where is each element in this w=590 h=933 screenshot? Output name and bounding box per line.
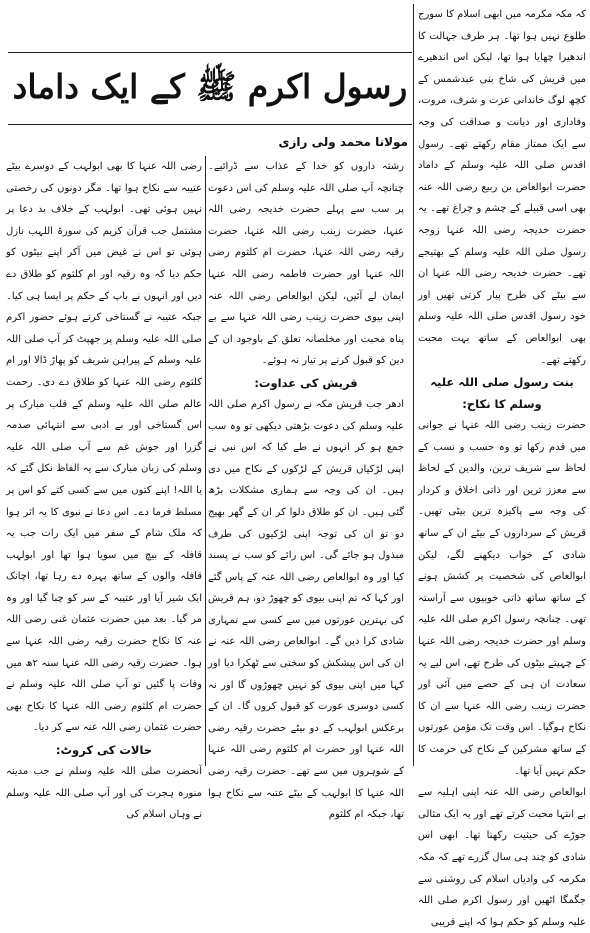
paragraph: ادھر جب قریش مکہ نے رسول اکرم صلی اللہ علیہ وسلم کی دعوت بڑھتی دیکھی تو وہ سب جمع ہو کر انہوں نے طے کیا کہ اس نبی نے اپنی لڑکیاں قریش کے لڑکوں کے نکاح میں دی ہیں۔ ان کی وجہ سے ہماری مشکلات بڑھ گئی ہیں۔ ان کو طلاق دلوا کر ان کے گھر بھیج دو تو ان کی توجہ اپنی لڑکیوں کی طرف مبذول ہو جائے گی۔ اس رائے کو سب نے پسند کیا اور وہ ابوالعاص رضی اللہ عنہ کے پاس گئے اور کہا کہ تم اپنی بیوی کو چھوڑ دو، ہم قریش کی بہترین عورتوں میں سے کسی سے تمہاری شادی کرا دیں گے۔ ابوالعاص رضی اللہ عنہ نے ان کی اس پیشکش کو سختی سے ٹھکرا دیا اور کہا میں اپنی بیوی کو نہیں چھوڑوں گا اور نہ کسی دوسری عورت کو قبول کروں گا۔ ان کے برعکس ابولہب کے دو بیٹے حضرت رقیہ رضی اللہ عنہا اور حضرت ام کلثوم رضی اللہ عنہا کے شوہروں میں سے تھے۔ حضرت رقیہ رضی اللہ عنہا کا ابولہب کے بیٹے عتبہ سے نکاح ہوا تھا، جبکہ ام کلثوم (208, 398, 404, 821)
author-byline: مولانا محمد ولی رازی (278, 135, 408, 149)
paragraph: آنحضرت صلی اللہ علیہ وسلم نے جب مدینہ منورہ ہجرت کی اور آپ صلی اللہ علیہ وسلم نے وہاں اسلام کی (6, 766, 202, 821)
column-left (6, 156, 202, 821)
paragraph: رضی اللہ عنہا کا بھی ابولہب کے دوسرے بیٹے عتیبہ سے نکاح ہوا تھا۔ مگر دونوں کی رخصتی نہیں ہوئی تھی۔ ابولہب کے خلاف بد دعا پر مشتمل جب قرآن کریم کی سورۃ اللہب نازل ہوئی تو اس نے غیض میں آکر اپنے بیٹوں کو حکم دیا کہ وہ رقیہ اور ام کلثوم کو طلاق دے دیں اور انہوں نے باپ کے حکم پر ایسا ہی کیا۔ جبکہ عتیبہ نے گستاخی کرتے ہوئے حضور اکرم صلی اللہ علیہ وسلم پر جھپٹ کر آپ صلی اللہ علیہ وسلم کے پیراہن شریف کو پھاڑ ڈالا اور ام کلثوم رضی اللہ عنہا کو طلاق دے دی۔ رحمت عالم صلی اللہ علیہ وسلم کے قلب مبارک پر اس گستاخی اور بے ادبی سے انتہائی صدمہ گزرا اور جوش غم سے آپ صلی اللہ علیہ وسلم کی زبان مبارک سے یہ الفاظ نکل گئے کہ یا اللہ! اپنے کتوں میں سے کسی کتے کو اس پر مسلط فرما دے۔ اس دعا نے نبوی کا یہ اثر ہوا کہ ملک شام کے سفر میں ایک رات جب یہ قافلہ کے بیچ میں سویا ہوا تھا اور ابولہب قافلہ والوں کے ساتھ پہرہ دے رہا تھا، اچانک ایک شیر آیا اور عتیبہ کے سر کو چبا گیا اور وہ مر گیا۔ بعد میں حضرت عثمان غنی رضی اللہ عنہ کا نکاح حضرت رقیہ رضی اللہ عنہا سے ہوا۔ حضرت رقیہ رضی اللہ عنہا سنہ ۲ھ میں وفات پا گئیں تو آپ صلی اللہ علیہ وسلم نے حضرت ام کلثوم رضی اللہ عنہا کا نکاح بھی حضرت عثمان رضی اللہ عنہ سے کر دیا۔ (6, 161, 202, 734)
article-title: رسول اکرم ﷺ کے ایک داماد (12, 67, 408, 106)
section-heading: بنت رسول صلی اللہ علیہ وسلم کا نکاح: (430, 375, 574, 412)
column-right (418, 4, 586, 928)
paragraph: ابوالعاص رضی اللہ عنہ اپنی اہلیہ سے بے انتہا محبت کرتے تھے اور یہ ایک مثالی جوڑے کی حیثیت رکھتا تھا۔ ابھی اس شادی کو چند ہی سال گزرے تھے کہ مکہ مکرمہ کی وادیاں اسلام کی روشنی سے جگمگا اٹھیں اور رسول اکرم صلی اللہ علیہ وسلم کو حکم ہوا کہ اپنے قریبی (418, 787, 586, 928)
column-divider-left (205, 156, 206, 766)
column-middle (208, 156, 404, 821)
section-heading: حالات کی کروٹ: (55, 743, 153, 758)
paragraph: حضرت زینب رضی اللہ عنہا نے جوانی میں قدم رکھا تو وہ حسب و نسب کے لحاظ سے شریف ترین، والدین کے لحاظ سے معزز ترین اور ذاتی اخلاق و کردار کی وجہ سے پاکیزہ ترین بیٹی تھیں۔ قریش کے سرداروں کے بیٹے ان کے ساتھ شادی کے خواب دیکھنے لگے، لیکن ابوالعاص کی شخصیت پر کشش ہونے کے ساتھ ساتھ ذاتی خوبیوں سے آراستہ تھی۔ چنانچہ رسول اکرم صلی اللہ علیہ وسلم اور حضرت خدیجہ رضی اللہ عنہا کے چہیتے بیٹوں کی طرح تھے، اس لیے یہ سعادت ان ہی کے حصے میں آئی اور حضرت زینب رضی اللہ عنہا سے ان کا نکاح ہوگیا۔ اس وقت تک مؤمن عورتوں کے ساتھ مشرکین کے نکاح کی حرمت کا حکم نہیں آیا تھا۔ (418, 420, 586, 777)
header-bottom-rule (8, 124, 412, 125)
section-heading: قریش کی عداوت: (254, 375, 358, 390)
column-divider-right (413, 4, 414, 766)
header-top-rule (8, 52, 412, 53)
paragraph: کہ مکہ مکرمہ میں ابھی اسلام کا سورج طلوع نہیں ہوا تھا۔ ہر طرف جہالت کا اندھیرا چھایا ہوا تھا، لیکن اس اندھیرے میں قریش کی شاخ بنی عبدشمس کے کچھ لوگ خاندانی عزت و شرف، مروت، وفاداری اور دیانت و صداقت کی وجہ سے ایک ممتاز مقام رکھتے تھے۔ رسول اقدس صلی اللہ علیہ وسلم کے داماد حضرت ابوالعاص بن ربیع رضی اللہ عنہ بھی اسی قبیلے کے چشم و چراغ تھے۔ یہ حضرت خدیجہ رضی اللہ عنہا زوجہ رسول صلی اللہ علیہ وسلم کے بھتیجے تھے۔ حضرت خدیجہ رضی اللہ عنہا ان سے بیٹے کی طرح پیار کرتی تھیں اور خود رسول اقدس صلی اللہ علیہ وسلم بھی ابوالعاص کے ساتھ بہت محبت رکھتے تھے۔ (418, 9, 586, 366)
paragraph: رشتہ داروں کو خدا کے عذاب سے ڈرائیے۔ چنانچہ آپ صلی اللہ علیہ وسلم کی اس دعوت پر سب سے پہلے حضرت خدیجہ رضی اللہ عنہا، حضرت زینب رضی اللہ عنہا، حضرت رقیہ رضی اللہ عنہا، حضرت ام کلثوم رضی اللہ عنہا اور حضرت فاطمہ رضی اللہ عنہا ایمان لے آئیں، لیکن ابوالعاص رضی اللہ عنہ اپنی بیوی حضرت زینب رضی اللہ عنہا سے بے پناہ محبت اور مخلصانہ تعلق کے باوجود ان کے دین کو قبول کرنے پر تیار نہ ہوئے۔ (208, 161, 404, 367)
